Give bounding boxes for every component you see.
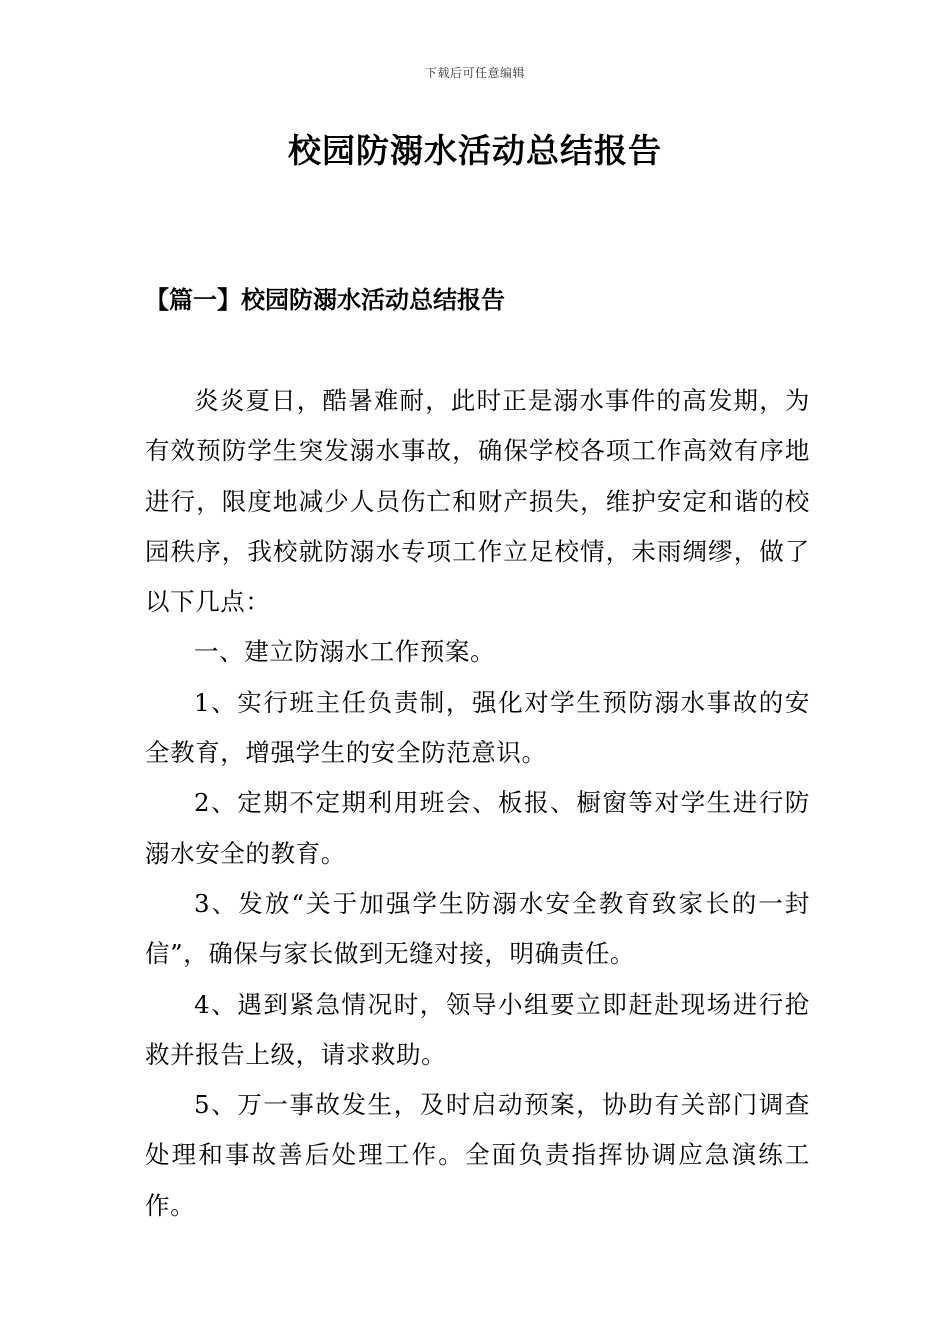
paragraph-intro: 炎炎夏日，酷暑难耐，此时正是溺水事件的高发期，为有效预防学生突发溺水事故，确保学校各项工作高效有序地进行，限度地减少人员伤亡和财产损失，维护安定和谐的校园秩序，我校就防溺水专项工作立足校情，未雨绸缪，做了以下几点： <box>145 386 810 617</box>
document-body <box>145 376 810 1231</box>
paragraph-item-4: 4、遇到紧急情况时，领导小组要立即赶赴现场进行抢救并报告上级，请求救助。 <box>145 989 810 1069</box>
paragraph-item-1: 1、实行班主任负责制，强化对学生预防溺水事故的安全教育，增强学生的安全防范意识。 <box>145 687 810 768</box>
section-heading: 【篇一】校园防溺水活动总结报告 <box>145 285 505 314</box>
paragraph-item-3: 3、发放“关于加强学生防溺水安全教育致家长的一封信”，确保与家长做到无缝对接，明确责任。 <box>145 888 810 969</box>
paragraph-section-one: 一、建立防溺水工作预案。 <box>194 637 496 667</box>
document-title: 校园防溺水活动总结报告 <box>288 131 662 170</box>
header-note: 下载后可任意编辑 <box>424 66 525 80</box>
paragraph-item-2: 2、定期不定期利用班会、板报、橱窗等对学生进行防溺水安全的教育。 <box>145 788 810 868</box>
paragraph-item-5: 5、万一事故发生，及时启动预案，协助有关部门调查处理和事故善后处理工作。全面负责指挥协调应急演练工作。 <box>145 1090 810 1220</box>
